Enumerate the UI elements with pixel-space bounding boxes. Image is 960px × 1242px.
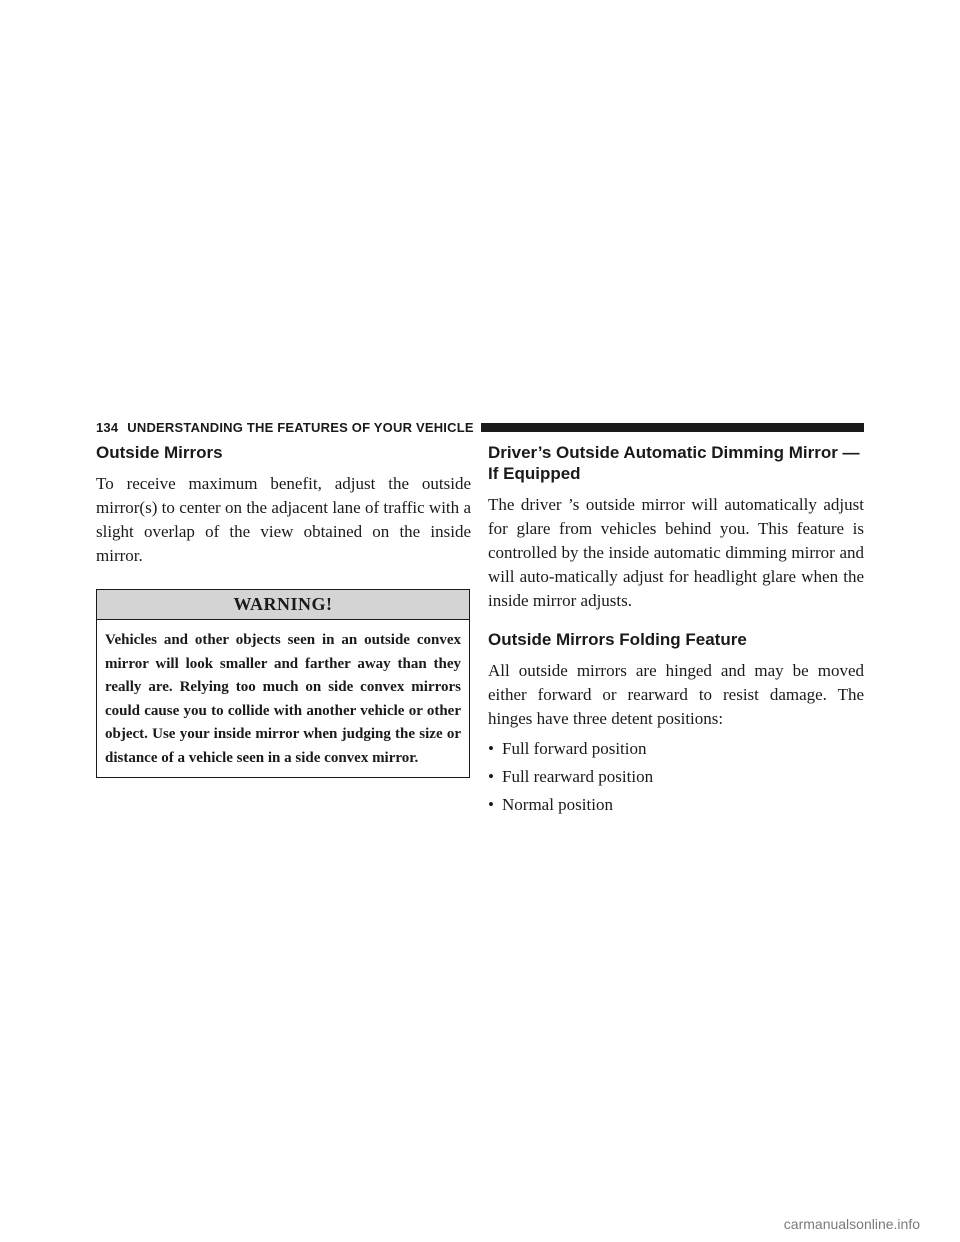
dimming-mirror-paragraph: The driver ’s outside mirror will automatically adjust for glare from vehicles behind you. This feature is controlled by the inside automatic dimming mirror and will auto-matically adjust for headlight glare when the inside mirror adjusts.	[488, 495, 864, 610]
section-title: UNDERSTANDING THE FEATURES OF YOUR VEHICLE	[127, 419, 474, 435]
watermark: carmanualsonline.info	[783, 1216, 920, 1232]
right-column	[488, 440, 864, 821]
left-column	[96, 440, 471, 778]
outside-mirrors-paragraph: To receive maximum benefit, adjust the outside mirror(s) to center on the adjacent lane of traffic with a slight overlap of the view obtained on the inside mirror.	[96, 474, 471, 565]
list-item-text: Normal position	[502, 795, 613, 814]
list-item	[488, 765, 864, 789]
warning-box	[96, 589, 470, 778]
bullet-icon: •	[488, 767, 494, 786]
page-header	[96, 418, 864, 436]
list-item-text: Full forward position	[502, 739, 647, 758]
warning-title: WARNING!	[97, 590, 469, 620]
warning-text: Vehicles and other objects seen in an outside convex mirror will look smaller and farther away than they really are. Relying too much on side convex mirrors could cause you to collide with another vehicle or other object. Use your inside mirror when judging the size or distance of a vehicle seen in a side convex mirror.	[105, 632, 461, 766]
dimming-mirror-heading: Driver’s Outside Automatic Dimming Mirror — If Equipped	[488, 443, 860, 483]
detent-positions-list	[488, 737, 864, 817]
bullet-icon: •	[488, 795, 494, 814]
outside-mirrors-heading: Outside Mirrors	[96, 443, 223, 462]
list-item-text: Full rearward position	[502, 767, 654, 786]
page-number: 134	[96, 419, 119, 435]
folding-feature-heading: Outside Mirrors Folding Feature	[488, 630, 747, 649]
list-item	[488, 737, 864, 761]
header-rule	[481, 423, 864, 432]
bullet-icon: •	[488, 739, 494, 758]
list-item	[488, 793, 864, 817]
folding-feature-paragraph: All outside mirrors are hinged and may be moved either forward or rearward to resist damage. The hinges have three detent positions:	[488, 661, 864, 728]
